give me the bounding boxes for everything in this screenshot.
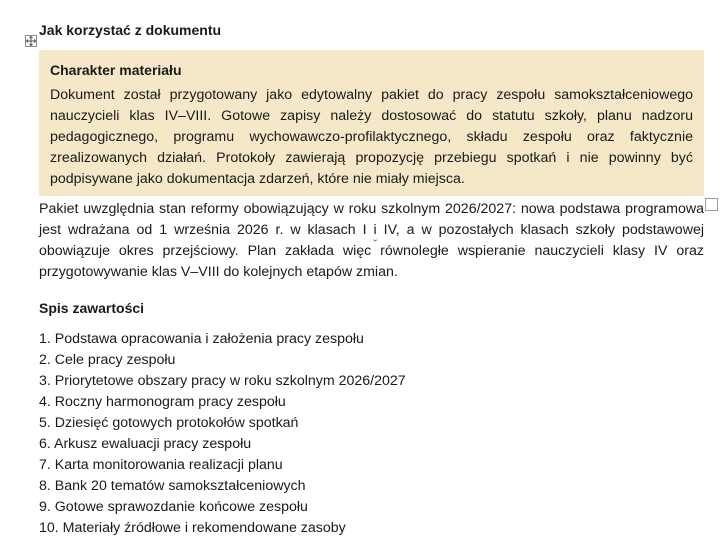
- toc-item: 6. Arkusz ewaluacji pracy zespołu: [39, 436, 252, 452]
- spelling-flag[interactable]: i: [373, 222, 377, 238]
- toc-item: 4. Roczny harmonogram pracy zespołu: [39, 394, 286, 410]
- toc-item: 2. Cele pracy zespołu: [39, 352, 176, 368]
- table-of-contents: [39, 329, 406, 539]
- callout-body: Dokument został przygotowany jako edytowalny pakiet do pracy zespołu samokształceniowego nauczycieli klas IV–VIII. Gotowe zapisy należy dostosować do statutu szkoły, planu nadzoru pedagogicznego, programu wychowawczo-profilaktycznego, składu zespołu oraz faktycznie zrealizowanych działań. Protokoły zawierają propozycję przebiegu spotkań i nie powinny być podpisywane jako dokumentacja zdarzeń, które nie miały miejsca.: [50, 87, 693, 187]
- intro-text-after: IV, a w pozostałych klasach szkoły podstawowej obowiązuje okres przejściowy. Plan zakłada więc równoległe wspieranie nauczycieli klasy IV oraz przygotowywanie klas V–VIII do kolejnych etapów zmian.: [39, 222, 704, 280]
- section-heading: Jak korzystać z dokumentu: [39, 22, 222, 38]
- toc-item: 9. Gotowe sprawozdanie końcowe zespołu: [39, 499, 308, 515]
- toc-item: 3. Priorytetowe obszary pracy w roku szkolnym 2026/2027: [39, 373, 406, 389]
- toc-item: 1. Podstawa opracowania i założenia pracy zespołu: [39, 331, 364, 347]
- table-move-handle-icon[interactable]: [25, 35, 37, 47]
- toc-item: 8. Bank 20 tematów samokształceniowych: [39, 478, 306, 494]
- end-of-row-marker-icon: [705, 198, 718, 211]
- toc-heading: Spis zawartości: [39, 300, 145, 316]
- callout-box: [39, 50, 704, 196]
- callout-title: Charakter materiału: [50, 62, 182, 78]
- toc-item: 10. Materiały źródłowe i rekomendowane zasoby: [39, 520, 346, 536]
- toc-item: 5. Dziesięć gotowych protokołów spotkań: [39, 415, 299, 431]
- intro-paragraph: [39, 199, 704, 283]
- intro-text-before: Pakiet uwzględnia stan reformy obowiązujący w roku szkolnym 2026/2027: nowa podstawa programowa jest wdrażana od 1 września 2026 r. w klasach I: [39, 201, 704, 238]
- toc-item: 7. Karta monitorowania realizacji planu: [39, 457, 283, 473]
